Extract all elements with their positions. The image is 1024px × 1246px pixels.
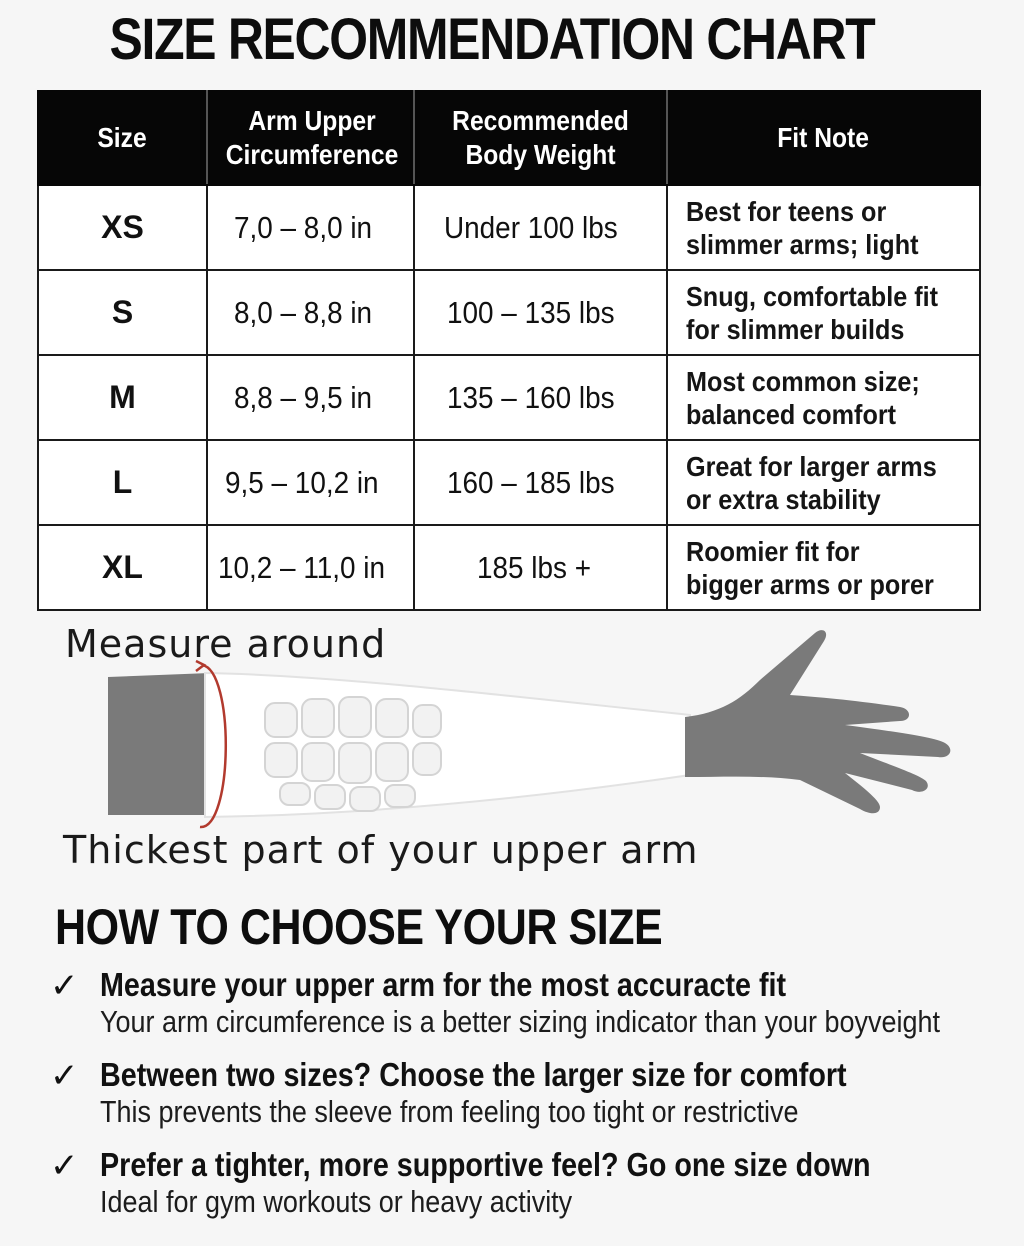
tip-heading: Measure your upper arm for the most accuracte fit: [100, 966, 787, 1003]
cell-note: Roomier fit for bigger arms or porer: [667, 525, 980, 610]
cell-weight: 135 – 160 lbs: [414, 355, 667, 440]
check-icon: ✓: [50, 1056, 79, 1096]
cell-arm: 10,2 – 11,0 in: [207, 525, 414, 610]
cell-note: Snug, comfortable fit for slimmer builds: [667, 270, 980, 355]
cell-weight: 185 lbs +: [414, 525, 667, 610]
tip-detail: Ideal for gym workouts or heavy activity: [100, 1184, 573, 1219]
how-to-title: HOW TO CHOOSE YOUR SIZE: [55, 899, 663, 955]
table-row: [38, 185, 980, 270]
cell-arm: 8,0 – 8,8 in: [207, 270, 414, 355]
tip-detail: Your arm circumference is a better sizing indicator than your boyveight: [100, 1004, 940, 1039]
header-arm-circumference: Arm Upper Circumference: [207, 91, 414, 185]
table-row: [38, 270, 980, 355]
header-fit-note: Fit Note: [667, 91, 980, 185]
measure-around-label: Measure around: [65, 622, 387, 666]
check-icon: ✓: [50, 966, 79, 1006]
cell-arm: 9,5 – 10,2 in: [207, 440, 414, 525]
tip-heading: Between two sizes? Choose the larger size for comfort: [100, 1056, 847, 1093]
table-row: [38, 440, 980, 525]
size-table: [37, 90, 981, 611]
cell-note: Great for larger arms or extra stability: [667, 440, 980, 525]
upper-arm-shape: [108, 673, 210, 815]
check-icon: ✓: [50, 1146, 79, 1186]
cell-weight: 100 – 135 lbs: [414, 270, 667, 355]
header-size: Size: [38, 91, 207, 185]
cell-size: XL: [38, 525, 207, 610]
cell-size: L: [38, 440, 207, 525]
cell-arm: 8,8 – 9,5 in: [207, 355, 414, 440]
cell-arm: 7,0 – 8,0 in: [207, 185, 414, 270]
table-row: [38, 525, 980, 610]
cell-weight: 160 – 185 lbs: [414, 440, 667, 525]
table-header-row: [38, 91, 980, 185]
cell-note: Most common size; balanced comfort: [667, 355, 980, 440]
table-row: [38, 355, 980, 440]
page-title: SIZE RECOMMENDATION CHART: [109, 7, 875, 72]
thickest-part-label: Thickest part of your upper arm: [63, 828, 699, 872]
cell-size: S: [38, 270, 207, 355]
elbow-pad: [265, 697, 441, 811]
cell-size: M: [38, 355, 207, 440]
hand-shape: [685, 630, 950, 813]
header-body-weight: Recommended Body Weight: [414, 91, 667, 185]
tip-detail: This prevents the sleeve from feeling too tight or restrictive: [100, 1094, 799, 1129]
tip-heading: Prefer a tighter, more supportive feel? Go one size down: [100, 1146, 871, 1183]
cell-note: Best for teens or slimmer arms; light: [667, 185, 980, 270]
cell-weight: Under 100 lbs: [414, 185, 667, 270]
cell-size: XS: [38, 185, 207, 270]
